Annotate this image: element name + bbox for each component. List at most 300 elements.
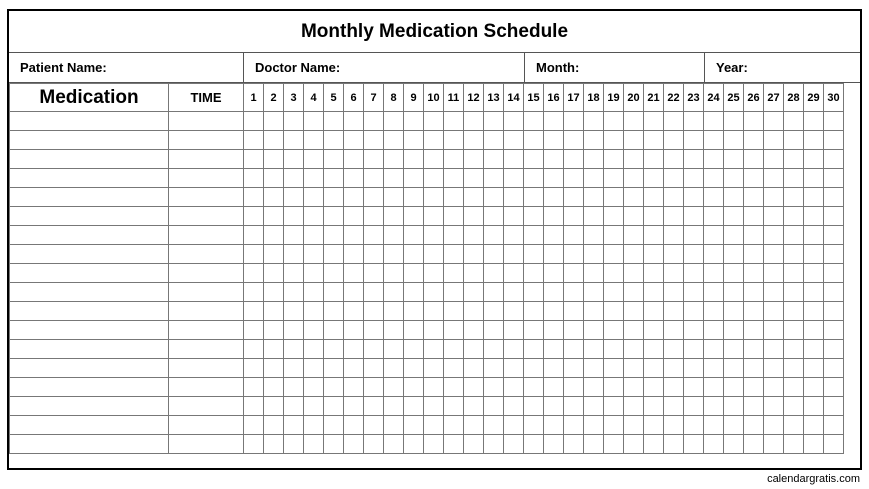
day-check-cell[interactable] [544, 226, 564, 245]
day-check-cell[interactable] [504, 340, 524, 359]
day-check-cell[interactable] [364, 340, 384, 359]
day-check-cell[interactable] [824, 283, 844, 302]
day-check-cell[interactable] [724, 321, 744, 340]
day-check-cell[interactable] [604, 416, 624, 435]
day-check-cell[interactable] [484, 188, 504, 207]
day-check-cell[interactable] [424, 207, 444, 226]
day-check-cell[interactable] [264, 150, 284, 169]
day-check-cell[interactable] [444, 112, 464, 131]
day-check-cell[interactable] [264, 169, 284, 188]
day-check-cell[interactable] [364, 264, 384, 283]
day-check-cell[interactable] [724, 131, 744, 150]
day-check-cell[interactable] [564, 169, 584, 188]
medication-cell[interactable] [10, 150, 169, 169]
day-check-cell[interactable] [724, 416, 744, 435]
day-check-cell[interactable] [364, 245, 384, 264]
day-check-cell[interactable] [324, 397, 344, 416]
day-check-cell[interactable] [684, 283, 704, 302]
day-check-cell[interactable] [664, 245, 684, 264]
day-check-cell[interactable] [424, 359, 444, 378]
day-check-cell[interactable] [624, 321, 644, 340]
day-check-cell[interactable] [404, 131, 424, 150]
day-check-cell[interactable] [664, 264, 684, 283]
day-check-cell[interactable] [764, 416, 784, 435]
day-check-cell[interactable] [484, 264, 504, 283]
day-check-cell[interactable] [404, 359, 424, 378]
day-check-cell[interactable] [444, 264, 464, 283]
day-check-cell[interactable] [604, 226, 624, 245]
day-check-cell[interactable] [644, 131, 664, 150]
day-check-cell[interactable] [804, 435, 824, 454]
day-check-cell[interactable] [764, 359, 784, 378]
day-check-cell[interactable] [824, 302, 844, 321]
day-check-cell[interactable] [684, 321, 704, 340]
day-check-cell[interactable] [564, 245, 584, 264]
medication-cell[interactable] [10, 340, 169, 359]
day-check-cell[interactable] [684, 112, 704, 131]
day-check-cell[interactable] [264, 435, 284, 454]
day-check-cell[interactable] [324, 435, 344, 454]
day-check-cell[interactable] [824, 340, 844, 359]
day-check-cell[interactable] [724, 397, 744, 416]
day-check-cell[interactable] [464, 397, 484, 416]
day-check-cell[interactable] [724, 169, 744, 188]
day-check-cell[interactable] [504, 207, 524, 226]
day-check-cell[interactable] [324, 207, 344, 226]
day-check-cell[interactable] [304, 302, 324, 321]
medication-cell[interactable] [10, 188, 169, 207]
day-check-cell[interactable] [504, 435, 524, 454]
day-check-cell[interactable] [664, 169, 684, 188]
day-check-cell[interactable] [384, 359, 404, 378]
day-check-cell[interactable] [804, 340, 824, 359]
day-check-cell[interactable] [544, 245, 564, 264]
day-check-cell[interactable] [684, 245, 704, 264]
time-cell[interactable] [169, 378, 244, 397]
day-check-cell[interactable] [664, 283, 684, 302]
day-check-cell[interactable] [264, 188, 284, 207]
day-check-cell[interactable] [464, 302, 484, 321]
day-check-cell[interactable] [464, 226, 484, 245]
day-check-cell[interactable] [284, 359, 304, 378]
day-check-cell[interactable] [364, 416, 384, 435]
day-check-cell[interactable] [424, 245, 444, 264]
day-check-cell[interactable] [604, 207, 624, 226]
day-check-cell[interactable] [484, 302, 504, 321]
day-check-cell[interactable] [784, 435, 804, 454]
day-check-cell[interactable] [524, 435, 544, 454]
day-check-cell[interactable] [244, 188, 264, 207]
day-check-cell[interactable] [784, 112, 804, 131]
day-check-cell[interactable] [284, 188, 304, 207]
day-check-cell[interactable] [244, 302, 264, 321]
day-check-cell[interactable] [744, 188, 764, 207]
day-check-cell[interactable] [504, 150, 524, 169]
day-check-cell[interactable] [724, 112, 744, 131]
day-check-cell[interactable] [544, 378, 564, 397]
day-check-cell[interactable] [764, 207, 784, 226]
day-check-cell[interactable] [324, 169, 344, 188]
day-check-cell[interactable] [824, 416, 844, 435]
day-check-cell[interactable] [484, 321, 504, 340]
day-check-cell[interactable] [464, 321, 484, 340]
day-check-cell[interactable] [664, 188, 684, 207]
day-check-cell[interactable] [364, 188, 384, 207]
day-check-cell[interactable] [524, 302, 544, 321]
day-check-cell[interactable] [704, 435, 724, 454]
day-check-cell[interactable] [324, 359, 344, 378]
day-check-cell[interactable] [544, 283, 564, 302]
day-check-cell[interactable] [324, 245, 344, 264]
day-check-cell[interactable] [684, 264, 704, 283]
day-check-cell[interactable] [504, 378, 524, 397]
day-check-cell[interactable] [404, 321, 424, 340]
day-check-cell[interactable] [424, 416, 444, 435]
day-check-cell[interactable] [484, 378, 504, 397]
day-check-cell[interactable] [264, 264, 284, 283]
day-check-cell[interactable] [664, 397, 684, 416]
day-check-cell[interactable] [744, 321, 764, 340]
day-check-cell[interactable] [524, 359, 544, 378]
day-check-cell[interactable] [764, 112, 784, 131]
day-check-cell[interactable] [804, 169, 824, 188]
day-check-cell[interactable] [704, 150, 724, 169]
medication-cell[interactable] [10, 416, 169, 435]
day-check-cell[interactable] [624, 378, 644, 397]
day-check-cell[interactable] [364, 112, 384, 131]
day-check-cell[interactable] [364, 283, 384, 302]
day-check-cell[interactable] [364, 226, 384, 245]
day-check-cell[interactable] [824, 264, 844, 283]
day-check-cell[interactable] [704, 416, 724, 435]
day-check-cell[interactable] [684, 131, 704, 150]
day-check-cell[interactable] [644, 207, 664, 226]
day-check-cell[interactable] [804, 283, 824, 302]
day-check-cell[interactable] [604, 264, 624, 283]
day-check-cell[interactable] [304, 245, 324, 264]
day-check-cell[interactable] [764, 435, 784, 454]
day-check-cell[interactable] [564, 340, 584, 359]
day-check-cell[interactable] [464, 207, 484, 226]
day-check-cell[interactable] [784, 169, 804, 188]
day-check-cell[interactable] [524, 321, 544, 340]
day-check-cell[interactable] [804, 131, 824, 150]
time-cell[interactable] [169, 397, 244, 416]
day-check-cell[interactable] [524, 416, 544, 435]
day-check-cell[interactable] [804, 245, 824, 264]
day-check-cell[interactable] [484, 359, 504, 378]
day-check-cell[interactable] [484, 207, 504, 226]
day-check-cell[interactable] [724, 188, 744, 207]
day-check-cell[interactable] [644, 112, 664, 131]
day-check-cell[interactable] [524, 245, 544, 264]
day-check-cell[interactable] [744, 378, 764, 397]
day-check-cell[interactable] [584, 378, 604, 397]
time-cell[interactable] [169, 207, 244, 226]
day-check-cell[interactable] [484, 131, 504, 150]
day-check-cell[interactable] [824, 188, 844, 207]
day-check-cell[interactable] [284, 169, 304, 188]
day-check-cell[interactable] [584, 416, 604, 435]
day-check-cell[interactable] [284, 150, 304, 169]
day-check-cell[interactable] [464, 245, 484, 264]
day-check-cell[interactable] [464, 378, 484, 397]
day-check-cell[interactable] [684, 359, 704, 378]
day-check-cell[interactable] [684, 435, 704, 454]
day-check-cell[interactable] [544, 188, 564, 207]
day-check-cell[interactable] [424, 321, 444, 340]
day-check-cell[interactable] [804, 378, 824, 397]
day-check-cell[interactable] [644, 340, 664, 359]
day-check-cell[interactable] [624, 188, 644, 207]
day-check-cell[interactable] [244, 112, 264, 131]
day-check-cell[interactable] [764, 264, 784, 283]
day-check-cell[interactable] [284, 302, 304, 321]
day-check-cell[interactable] [344, 226, 364, 245]
day-check-cell[interactable] [324, 150, 344, 169]
day-check-cell[interactable] [304, 169, 324, 188]
day-check-cell[interactable] [264, 321, 284, 340]
day-check-cell[interactable] [664, 131, 684, 150]
day-check-cell[interactable] [704, 264, 724, 283]
day-check-cell[interactable] [344, 378, 364, 397]
time-cell[interactable] [169, 245, 244, 264]
day-check-cell[interactable] [344, 397, 364, 416]
day-check-cell[interactable] [784, 283, 804, 302]
day-check-cell[interactable] [744, 283, 764, 302]
day-check-cell[interactable] [764, 283, 784, 302]
day-check-cell[interactable] [584, 302, 604, 321]
day-check-cell[interactable] [484, 245, 504, 264]
day-check-cell[interactable] [784, 264, 804, 283]
day-check-cell[interactable] [384, 283, 404, 302]
day-check-cell[interactable] [724, 150, 744, 169]
day-check-cell[interactable] [784, 378, 804, 397]
day-check-cell[interactable] [324, 378, 344, 397]
day-check-cell[interactable] [444, 321, 464, 340]
day-check-cell[interactable] [744, 416, 764, 435]
day-check-cell[interactable] [244, 150, 264, 169]
day-check-cell[interactable] [724, 283, 744, 302]
day-check-cell[interactable] [324, 131, 344, 150]
day-check-cell[interactable] [544, 302, 564, 321]
day-check-cell[interactable] [784, 302, 804, 321]
medication-cell[interactable] [10, 169, 169, 188]
day-check-cell[interactable] [764, 169, 784, 188]
day-check-cell[interactable] [744, 150, 764, 169]
day-check-cell[interactable] [644, 169, 664, 188]
day-check-cell[interactable] [764, 150, 784, 169]
day-check-cell[interactable] [504, 359, 524, 378]
medication-cell[interactable] [10, 245, 169, 264]
day-check-cell[interactable] [404, 245, 424, 264]
day-check-cell[interactable] [244, 207, 264, 226]
day-check-cell[interactable] [564, 264, 584, 283]
time-cell[interactable] [169, 226, 244, 245]
day-check-cell[interactable] [344, 131, 364, 150]
day-check-cell[interactable] [784, 416, 804, 435]
day-check-cell[interactable] [744, 302, 764, 321]
day-check-cell[interactable] [564, 321, 584, 340]
day-check-cell[interactable] [484, 340, 504, 359]
day-check-cell[interactable] [564, 302, 584, 321]
day-check-cell[interactable] [444, 435, 464, 454]
day-check-cell[interactable] [264, 397, 284, 416]
day-check-cell[interactable] [544, 397, 564, 416]
day-check-cell[interactable] [364, 169, 384, 188]
day-check-cell[interactable] [664, 302, 684, 321]
day-check-cell[interactable] [424, 150, 444, 169]
day-check-cell[interactable] [564, 188, 584, 207]
day-check-cell[interactable] [264, 416, 284, 435]
day-check-cell[interactable] [384, 397, 404, 416]
day-check-cell[interactable] [284, 435, 304, 454]
day-check-cell[interactable] [664, 340, 684, 359]
day-check-cell[interactable] [344, 207, 364, 226]
day-check-cell[interactable] [604, 359, 624, 378]
day-check-cell[interactable] [344, 302, 364, 321]
day-check-cell[interactable] [664, 226, 684, 245]
day-check-cell[interactable] [304, 112, 324, 131]
day-check-cell[interactable] [724, 378, 744, 397]
day-check-cell[interactable] [784, 226, 804, 245]
day-check-cell[interactable] [684, 302, 704, 321]
day-check-cell[interactable] [504, 188, 524, 207]
day-check-cell[interactable] [264, 131, 284, 150]
time-cell[interactable] [169, 264, 244, 283]
medication-cell[interactable] [10, 378, 169, 397]
day-check-cell[interactable] [664, 321, 684, 340]
day-check-cell[interactable] [364, 207, 384, 226]
day-check-cell[interactable] [604, 302, 624, 321]
day-check-cell[interactable] [284, 226, 304, 245]
day-check-cell[interactable] [784, 245, 804, 264]
day-check-cell[interactable] [804, 226, 824, 245]
day-check-cell[interactable] [724, 207, 744, 226]
day-check-cell[interactable] [504, 226, 524, 245]
day-check-cell[interactable] [384, 340, 404, 359]
time-cell[interactable] [169, 169, 244, 188]
day-check-cell[interactable] [804, 302, 824, 321]
day-check-cell[interactable] [304, 359, 324, 378]
day-check-cell[interactable] [704, 131, 724, 150]
day-check-cell[interactable] [424, 188, 444, 207]
medication-cell[interactable] [10, 112, 169, 131]
day-check-cell[interactable] [324, 340, 344, 359]
time-cell[interactable] [169, 416, 244, 435]
day-check-cell[interactable] [284, 340, 304, 359]
day-check-cell[interactable] [444, 226, 464, 245]
day-check-cell[interactable] [604, 150, 624, 169]
day-check-cell[interactable] [644, 302, 664, 321]
day-check-cell[interactable] [624, 264, 644, 283]
medication-cell[interactable] [10, 302, 169, 321]
day-check-cell[interactable] [684, 416, 704, 435]
day-check-cell[interactable] [644, 226, 664, 245]
day-check-cell[interactable] [364, 150, 384, 169]
day-check-cell[interactable] [804, 207, 824, 226]
day-check-cell[interactable] [424, 226, 444, 245]
day-check-cell[interactable] [604, 245, 624, 264]
day-check-cell[interactable] [544, 169, 564, 188]
day-check-cell[interactable] [644, 321, 664, 340]
day-check-cell[interactable] [264, 112, 284, 131]
day-check-cell[interactable] [284, 131, 304, 150]
day-check-cell[interactable] [244, 359, 264, 378]
day-check-cell[interactable] [304, 283, 324, 302]
day-check-cell[interactable] [764, 131, 784, 150]
day-check-cell[interactable] [324, 283, 344, 302]
day-check-cell[interactable] [624, 245, 644, 264]
day-check-cell[interactable] [664, 207, 684, 226]
day-check-cell[interactable] [324, 112, 344, 131]
day-check-cell[interactable] [624, 169, 644, 188]
day-check-cell[interactable] [544, 340, 564, 359]
day-check-cell[interactable] [344, 245, 364, 264]
day-check-cell[interactable] [724, 245, 744, 264]
day-check-cell[interactable] [404, 207, 424, 226]
day-check-cell[interactable] [524, 169, 544, 188]
day-check-cell[interactable] [404, 226, 424, 245]
day-check-cell[interactable] [544, 359, 564, 378]
day-check-cell[interactable] [544, 112, 564, 131]
day-check-cell[interactable] [304, 264, 324, 283]
day-check-cell[interactable] [384, 226, 404, 245]
day-check-cell[interactable] [344, 188, 364, 207]
day-check-cell[interactable] [464, 188, 484, 207]
day-check-cell[interactable] [344, 169, 364, 188]
day-check-cell[interactable] [584, 150, 604, 169]
day-check-cell[interactable] [824, 359, 844, 378]
day-check-cell[interactable] [264, 245, 284, 264]
day-check-cell[interactable] [444, 131, 464, 150]
day-check-cell[interactable] [384, 264, 404, 283]
time-cell[interactable] [169, 112, 244, 131]
day-check-cell[interactable] [444, 207, 464, 226]
day-check-cell[interactable] [504, 302, 524, 321]
day-check-cell[interactable] [384, 188, 404, 207]
day-check-cell[interactable] [304, 188, 324, 207]
medication-cell[interactable] [10, 397, 169, 416]
day-check-cell[interactable] [764, 245, 784, 264]
day-check-cell[interactable] [584, 359, 604, 378]
day-check-cell[interactable] [244, 321, 264, 340]
day-check-cell[interactable] [604, 188, 624, 207]
day-check-cell[interactable] [244, 378, 264, 397]
day-check-cell[interactable] [584, 397, 604, 416]
medication-cell[interactable] [10, 207, 169, 226]
day-check-cell[interactable] [644, 397, 664, 416]
day-check-cell[interactable] [524, 397, 544, 416]
day-check-cell[interactable] [484, 169, 504, 188]
day-check-cell[interactable] [624, 397, 644, 416]
day-check-cell[interactable] [504, 131, 524, 150]
medication-cell[interactable] [10, 321, 169, 340]
day-check-cell[interactable] [304, 378, 324, 397]
medication-cell[interactable] [10, 264, 169, 283]
day-check-cell[interactable] [764, 188, 784, 207]
day-check-cell[interactable] [624, 207, 644, 226]
day-check-cell[interactable] [364, 397, 384, 416]
day-check-cell[interactable] [704, 283, 724, 302]
day-check-cell[interactable] [644, 188, 664, 207]
day-check-cell[interactable] [684, 226, 704, 245]
day-check-cell[interactable] [544, 207, 564, 226]
day-check-cell[interactable] [824, 207, 844, 226]
day-check-cell[interactable] [284, 207, 304, 226]
day-check-cell[interactable] [524, 283, 544, 302]
day-check-cell[interactable] [524, 207, 544, 226]
